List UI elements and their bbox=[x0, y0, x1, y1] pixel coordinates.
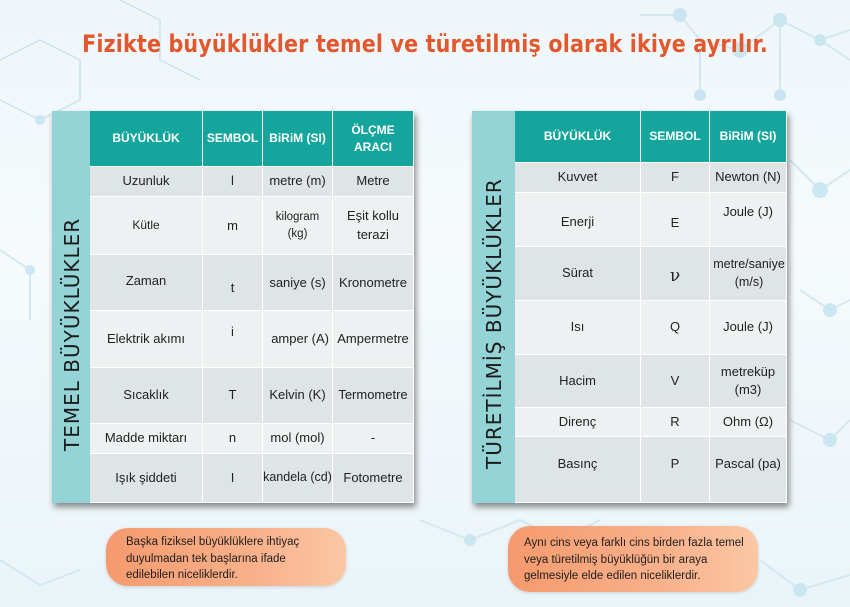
temel-note bbox=[106, 528, 346, 586]
turetilmis-side-panel bbox=[472, 111, 515, 503]
temel-row-5-quantity: Madde miktarı bbox=[90, 424, 203, 454]
temel-row-0-symbol: l bbox=[203, 167, 263, 197]
turetilmis-row-2-quantity: Sürat bbox=[515, 247, 641, 301]
turetilmis-note bbox=[508, 526, 758, 592]
temel-row-4-symbol: T bbox=[203, 368, 263, 424]
turetilmis-header-unit: BiRiM (SI) bbox=[710, 111, 787, 163]
temel-row-1-instrument: Eşit kollu terazi bbox=[333, 197, 414, 255]
temel-side-label: TEMEL BÜYÜKLÜKLER bbox=[60, 217, 84, 451]
temel-row-0-quantity: Uzunluk bbox=[90, 167, 203, 197]
turetilmis-row-3-unit: Joule (J) bbox=[710, 301, 787, 355]
turetilmis-row-5-quantity: Direnç bbox=[515, 408, 641, 437]
turetilmis-row-6-quantity: Basınç bbox=[515, 437, 641, 503]
page-title: Fizikte büyüklükler temel ve türetilmiş olarak ikiye ayrılır. bbox=[82, 30, 768, 58]
turetilmis-row-1-unit: Joule (J) bbox=[710, 193, 787, 247]
temel-header-symbol: SEMBOL bbox=[203, 111, 263, 167]
turetilmis-row-4-unit: metreküp (m3) bbox=[710, 355, 787, 408]
temel-row-3-instrument: Ampermetre bbox=[333, 311, 414, 368]
temel-row-6-unit: kandela (cd) bbox=[263, 454, 333, 503]
turetilmis-row-1-quantity: Enerji bbox=[515, 193, 641, 247]
turetilmis-row-1-symbol: E bbox=[641, 193, 710, 247]
turetilmis-row-3-quantity: Isı bbox=[515, 301, 641, 355]
turetilmis-header-quantity: BÜYÜKLÜK bbox=[515, 111, 641, 163]
turetilmis-row-5-symbol: R bbox=[641, 408, 710, 437]
temel-row-5-instrument: - bbox=[333, 424, 414, 454]
temel-row-1-quantity: Kütle bbox=[90, 197, 203, 255]
turetilmis-row-2-symbol: ν bbox=[641, 247, 710, 301]
temel-row-6-instrument: Fotometre bbox=[333, 454, 414, 503]
temel-row-6-symbol: I bbox=[203, 454, 263, 503]
temel-row-2-quantity: Zaman bbox=[90, 255, 203, 311]
turetilmis-row-4-quantity: Hacim bbox=[515, 355, 641, 408]
temel-table bbox=[52, 111, 414, 503]
temel-row-2-symbol: t bbox=[203, 255, 263, 311]
temel-header-unit: BiRiM (SI) bbox=[263, 111, 333, 167]
temel-row-0-instrument: Metre bbox=[333, 167, 414, 197]
temel-row-0-unit: metre (m) bbox=[263, 167, 333, 197]
turetilmis-row-0-unit: Newton (N) bbox=[710, 163, 787, 193]
turetilmis-header-symbol: SEMBOL bbox=[641, 111, 710, 163]
temel-row-3-quantity: Elektrik akımı bbox=[90, 311, 203, 368]
temel-row-1-symbol: m bbox=[203, 197, 263, 255]
turetilmis-row-6-unit: Pascal (pa) bbox=[710, 437, 787, 503]
temel-row-2-unit: saniye (s) bbox=[263, 255, 333, 311]
turetilmis-row-0-quantity: Kuvvet bbox=[515, 163, 641, 193]
temel-row-4-instrument: Termometre bbox=[333, 368, 414, 424]
turetilmis-note-text: Aynı cins veya farklı cins birden fazla temel veya türetilmiş büyüklüğün bir araya gelmesiyle elde edilen niceliklerdir. bbox=[524, 536, 744, 583]
temel-header-instrument: ÖLÇME ARACI bbox=[333, 111, 414, 167]
temel-side-panel bbox=[52, 111, 90, 503]
turetilmis-row-5-unit: Ohm (Ω) bbox=[710, 408, 787, 437]
temel-header-quantity: BÜYÜKLÜK bbox=[90, 111, 203, 167]
temel-row-5-symbol: n bbox=[203, 424, 263, 454]
turetilmis-row-4-symbol: V bbox=[641, 355, 710, 408]
turetilmis-table bbox=[472, 111, 787, 503]
turetilmis-row-3-symbol: Q bbox=[641, 301, 710, 355]
temel-row-3-symbol: i bbox=[203, 311, 263, 368]
temel-row-4-quantity: Sıcaklık bbox=[90, 368, 203, 424]
turetilmis-row-0-symbol: F bbox=[641, 163, 710, 193]
temel-row-3-unit: amper (A) bbox=[263, 311, 333, 368]
turetilmis-row-2-unit: metre/saniye (m/s) bbox=[710, 247, 787, 301]
turetilmis-side-label: TÜRETİLMİŞ BÜYÜKLÜKLER bbox=[482, 178, 506, 469]
temel-row-6-quantity: Işık şiddeti bbox=[90, 454, 203, 503]
temel-row-1-unit: kilogram (kg) bbox=[263, 197, 333, 255]
temel-note-text: Başka fiziksel büyüklüklere ihtiyaç duyulmadan tek başlarına ifade edilebilen niceliklerdir. bbox=[126, 535, 300, 582]
temel-row-5-unit: mol (mol) bbox=[263, 424, 333, 454]
temel-row-4-unit: Kelvin (K) bbox=[263, 368, 333, 424]
temel-row-2-instrument: Kronometre bbox=[333, 255, 414, 311]
turetilmis-row-6-symbol: P bbox=[641, 437, 710, 503]
